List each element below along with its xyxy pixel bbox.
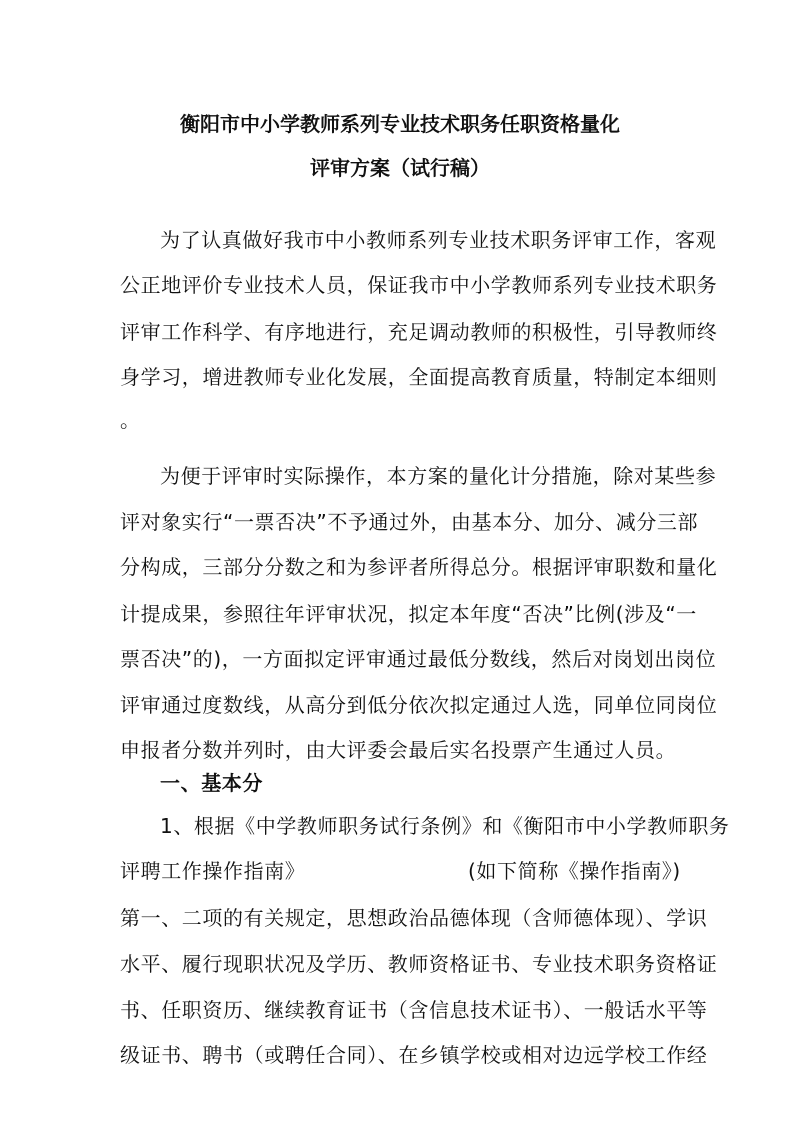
paragraph-line: 。 bbox=[120, 408, 141, 432]
paragraph-line: 计提成果，参照往年评审状况，拟定本年度“否决”比例(涉及“一 bbox=[120, 602, 697, 626]
paragraph-line: 评对象实行“一票否决”不予通过外，由基本分、加分、减分三部 bbox=[120, 510, 699, 534]
section-heading: 一、基本分 bbox=[160, 771, 263, 795]
paragraph-line: 为便于评审时实际操作，本方案的量化计分措施，除对某些参 bbox=[160, 464, 717, 488]
paragraph-line: 为了认真做好我市中小教师系列专业技术职务评审工作，客观 bbox=[160, 228, 717, 252]
paragraph-line: 级证书、聘书（或聘任合同）、在乡镇学校或相对边远学校工作经 bbox=[120, 1043, 708, 1067]
paragraph-line: 申报者分数并列时，由大评委会最后实名投票产生通过人员。 bbox=[120, 738, 677, 762]
paragraph-line: 分构成，三部分分数之和为参评者所得总分。根据评审职数和量化 bbox=[120, 555, 718, 579]
paragraph-line-right: (如下简称《操作指南》) bbox=[468, 859, 681, 883]
paragraph-line: 水平、履行现职状况及学历、教师资格证书、专业技术职务资格证 bbox=[120, 952, 718, 976]
paragraph-line: 第一、二项的有关规定，思想政治品德体现（含师德体现）、学识 bbox=[120, 906, 708, 930]
paragraph-line: 1、根据《中学教师职务试行条例》和《衡阳市中小学教师职务 bbox=[160, 814, 730, 838]
paragraph-line: 票否决”的)，一方面拟定评审通过最低分数线，然后对岗划出岗位 bbox=[120, 647, 717, 671]
paragraph-line: 评审工作科学、有序地进行，充足调动教师的积极性，引导教师终 bbox=[120, 320, 718, 344]
paragraph-line: 评审通过度数线，从高分到低分依次拟定通过人选，同单位同岗位 bbox=[120, 693, 718, 717]
paragraph-line: 书、任职资历、继续教育证书（含信息技术证书）、一般话水平等 bbox=[120, 998, 708, 1022]
document-title-line-1: 衡阳市中小学教师系列专业技术职务任职资格量化 bbox=[180, 112, 620, 136]
paragraph-line: 评聘工作操作指南》 bbox=[120, 859, 306, 883]
paragraph-line: 身学习，增进教师专业化发展，全面提高教育质量，特制定本细则 bbox=[120, 365, 718, 389]
document-title-line-2: 评审方案（试行稿） bbox=[310, 156, 490, 180]
paragraph-line: 公正地评价专业技术人员，保证我市中小学教师系列专业技术职务 bbox=[120, 273, 718, 297]
